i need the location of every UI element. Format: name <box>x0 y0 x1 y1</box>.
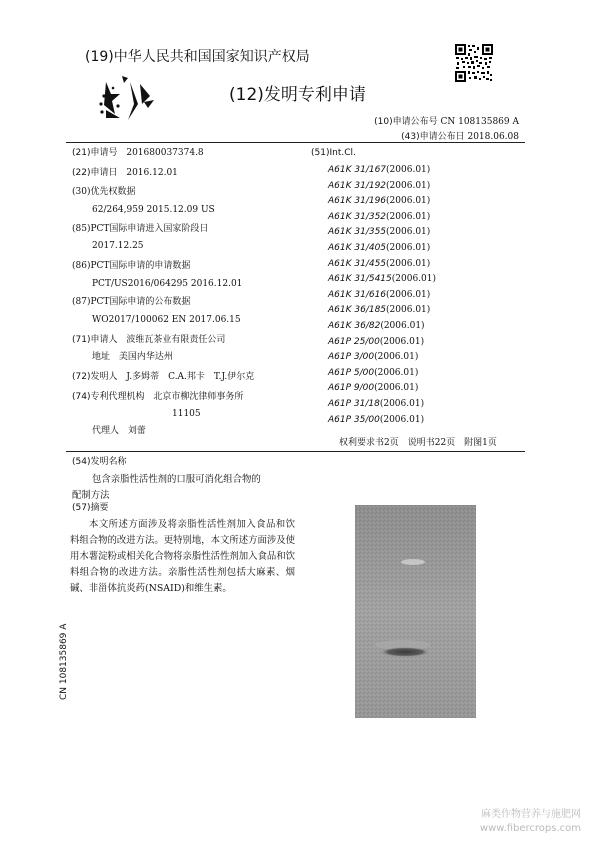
classification-code: A61K 36/185 <box>328 305 387 316</box>
classification-version: (2006.01) <box>386 165 431 175</box>
filing-date <box>72 169 178 178</box>
invention-title-line-1: 包含亲脂性活性剂的口服可消化组合物的 <box>92 474 261 485</box>
invention-title-line-2: 配制方法 <box>72 490 110 501</box>
classification-code: A61P 5/00 <box>328 367 375 378</box>
classification-code: A61P 25/00 <box>328 336 380 347</box>
classification-code: A61K 31/192 <box>328 180 387 191</box>
classification-version: (2006.01) <box>386 196 431 207</box>
publication-number-value: CN 108135869 A <box>440 117 519 127</box>
int-cl-label: (51)Int.Cl. <box>311 148 356 158</box>
classification-version: (2006.01) <box>379 399 425 409</box>
filing-date-label: (22)申请日 <box>72 168 118 178</box>
applicant-label: (71)申请人 <box>72 335 118 345</box>
abstract-label: (57)摘要 <box>72 503 109 513</box>
classification-item <box>328 352 418 362</box>
agent <box>92 427 146 436</box>
publication-date-label: (43)申请公布日 <box>401 132 465 142</box>
classification-code: A61P 35/00 <box>328 414 380 425</box>
classification-version: (2006.01) <box>391 274 437 285</box>
patent-agency-label: (74)专利代理机构 <box>72 392 145 402</box>
classification-item <box>328 399 424 409</box>
classification-version: (2006.01) <box>374 383 419 394</box>
applicant-value: 波维瓦茶业有限责任公司 <box>126 335 226 345</box>
classification-code: A61K 31/352 <box>328 211 387 222</box>
biblio-divider <box>66 451 525 452</box>
classification-item <box>328 196 430 206</box>
qr-code-icon <box>455 44 493 82</box>
pct-publication-value: WO2017/100062 EN 2017.06.15 <box>92 315 241 325</box>
classification-item <box>328 181 430 191</box>
filing-date-value: 2016.12.01 <box>126 168 178 178</box>
classification-version: (2006.01) <box>386 227 431 238</box>
pct-entry-value: 2017.12.25 <box>92 241 144 251</box>
invention-title-label: (54)发明名称 <box>72 457 127 467</box>
classification-version: (2006.01) <box>379 414 425 425</box>
classification-item <box>328 337 424 347</box>
inventors <box>72 373 254 382</box>
pct-entry-label: (85)PCT国际申请进入国家阶段日 <box>72 224 209 234</box>
issuing-office: (19)中华人民共和国国家知识产权局 <box>85 49 310 65</box>
priority-data-label: (30)优先权数据 <box>72 187 136 197</box>
classification-version: (2006.01) <box>386 211 431 222</box>
priority-data-value: 62/264,959 2015.12.09 US <box>92 205 215 215</box>
classification-version: (2006.01) <box>386 305 431 316</box>
classification-item <box>328 165 430 175</box>
address-label: 地址 <box>92 352 111 362</box>
classification-version: (2006.01) <box>386 243 431 253</box>
abstract-body: 本文所述方面涉及将亲脂性活性剂加入食品和饮料组合物的改进方法。更特别地，本文所述方面涉及使用木薯淀粉或相关化合物将亲脂性活性剂加入食品和饮料组合物的改进方法。亲脂性活性剂包括大麻素、烟碱、非甾体抗炎药(NSAID)和维生素。 <box>70 519 296 594</box>
classification-item <box>328 368 418 378</box>
classification-item <box>328 383 418 393</box>
agent-value: 刘蕾 <box>127 426 146 436</box>
page-count-line: 权利要求书2页 说明书22页 附图1页 <box>339 438 497 448</box>
applicant <box>72 336 225 345</box>
classification-code: A61K 31/405 <box>328 243 387 253</box>
classification-code: A61K 31/167 <box>328 165 387 175</box>
cnipa-emblem-icon <box>98 74 156 122</box>
classification-code: A61P 9/00 <box>328 383 375 394</box>
classification-code: A61K 31/455 <box>328 258 387 269</box>
classification-item <box>328 259 430 269</box>
pct-application-value: PCT/US2016/064295 2016.12.01 <box>92 279 243 289</box>
inventors-value: J.多姆蒂 C.A.邦卡 T.J.伊尔克 <box>126 372 255 382</box>
classification-code: A61K 36/82 <box>328 321 381 331</box>
patent-agency-code: 11105 <box>172 409 201 419</box>
abstract-text <box>70 517 295 597</box>
watermark <box>480 808 581 836</box>
classification-item <box>328 305 430 315</box>
address <box>92 353 173 362</box>
classification-item <box>328 274 436 284</box>
watermark-line-2: www.fibercrops.com <box>479 823 581 834</box>
classification-version: (2006.01) <box>380 321 425 331</box>
classification-code: A61K 31/616 <box>328 289 387 300</box>
classification-item <box>328 227 430 237</box>
header-divider <box>66 142 525 143</box>
publication-date-value: 2018.06.08 <box>467 132 519 142</box>
classification-version: (2006.01) <box>386 289 431 300</box>
publication-number <box>374 114 519 127</box>
classification-item <box>328 212 430 222</box>
publication-number-label: (10)申请公布号 <box>374 117 438 127</box>
classification-code: A61P 31/18 <box>328 399 380 409</box>
address-value: 美国内华达州 <box>118 352 173 362</box>
patent-agency <box>72 393 243 402</box>
classification-code: A61K 31/5415 <box>328 274 392 285</box>
document-type: (12)发明专利申请 <box>229 85 366 105</box>
inventors-label: (72)发明人 <box>72 372 118 382</box>
application-number <box>72 149 204 158</box>
classification-item <box>328 290 430 300</box>
agent-label: 代理人 <box>92 426 120 436</box>
abstract-figure-photo <box>355 505 476 718</box>
classification-version: (2006.01) <box>386 180 431 191</box>
classification-item <box>328 415 424 425</box>
classification-item <box>328 321 425 331</box>
pct-application-label: (86)PCT国际申请的申请数据 <box>72 261 191 271</box>
patent-agency-value: 北京市柳沈律师事务所 <box>153 392 244 402</box>
pct-publication-label: (87)PCT国际申请的公布数据 <box>72 297 191 307</box>
application-number-label: (21)申请号 <box>72 148 118 158</box>
classification-code: A61K 31/196 <box>328 196 387 207</box>
classification-code: A61P 3/00 <box>328 352 375 363</box>
classification-version: (2006.01) <box>386 258 431 269</box>
classification-version: (2006.01) <box>379 336 425 347</box>
classification-item <box>328 243 430 253</box>
side-publication-number: CN 108135869 A <box>59 623 69 700</box>
classification-version: (2006.01) <box>374 352 419 363</box>
classification-code: A61K 31/355 <box>328 227 387 238</box>
classification-version: (2006.01) <box>374 367 419 378</box>
publication-date <box>401 129 519 142</box>
watermark-line-1: 麻类作物营养与施肥网 <box>481 809 581 820</box>
application-number-value: 201680037374.8 <box>126 148 204 158</box>
